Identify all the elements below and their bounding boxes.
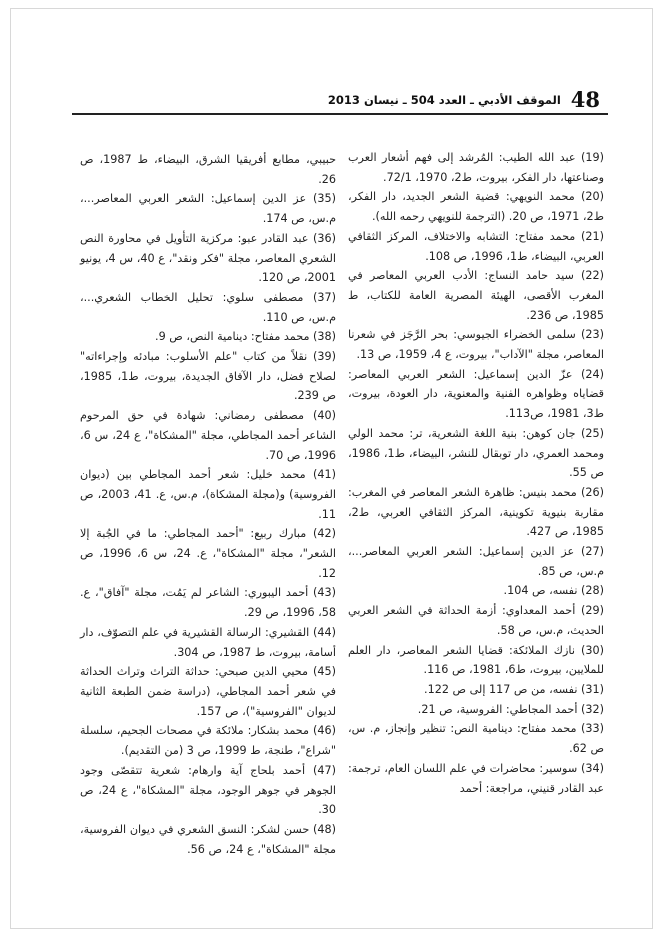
footnote-46: (46) محمد بشكار: ملائكة في مصحات الجحيم، سلسلة "شراع"، طنجة، ط 1999، ص 3 (من التقديم). xyxy=(80,724,336,758)
footnote-33: (33) محمد مفتاح: دينامية النص: تنظير وإنجاز، م. س، ص 62. xyxy=(348,722,604,756)
footnote-44: (44) القشيري: الرسالة القشيرية في علم التصوّف، دار أسامة، بيروت، ط 1987، ص 304. xyxy=(80,625,336,659)
footnote-31: (31) نفسه، من ص 117 إلى ص 122. xyxy=(424,682,604,696)
footnote-22: (22) سيد حامد النساج: الأدب العربي المعاصر في المغرب الأقصى، الهيئة المصرية العامة للكتاب، ط 1985، ص 236. xyxy=(348,269,604,322)
footnote-43: (43) أحمد اليبوري: الشاعر لم يَمُت، مجلة "آفاق"، ع. 58، 1996، ص 29. xyxy=(80,586,336,620)
footnotes-left-column xyxy=(80,150,336,859)
footnote-30: (30) نازك الملائكة: قضايا الشعر المعاصر، دار العلم للملايين، بيروت، ط6، 1981، ص 116. xyxy=(348,643,604,677)
footnote-21: (21) محمد مفتاح: التشابه والاختلاف، المركز الثقافي العربي، البيضاء، ط1، 1996، ص 108. xyxy=(348,229,604,263)
running-header xyxy=(327,80,600,112)
footnote-26: (26) محمد بنيس: ظاهرة الشعر المعاصر في المغرب: مقاربة بنيوية تكوينية، المركز الثقافي العربي، ط2، 1985، ص 427. xyxy=(348,485,604,539)
footnote-47: (47) أحمد بلحاج آية وارهام: شعرية تتقصّى وجود الجوهر في جوهر الوجود، مجلة "المشكاة"، ع 24، ص 30. xyxy=(80,763,336,817)
footnote-29: (29) أحمد المعداوي: أزمة الحداثة في الشعر العربي الحديث، م.س، ص 58. xyxy=(348,604,604,637)
footnote-20: (20) محمد النويهي: قضية الشعر الجديد، دار الفكر، ط2، 1971، ص 20. (الترجمة للنويهي رحمه الله). xyxy=(348,190,604,224)
footnote-41: (41) محمد خليل: شعر أحمد المجاطي بين (ديوان الفروسية) و(مجلة المشكاة)، م.س، ع. 41، 2003، ص 11. xyxy=(80,468,337,521)
footnote-37: (37) مصطفى سلوي: تحليل الخطاب الشعري...، م.س، ص 110. xyxy=(80,290,336,324)
journal-title: الموقف الأدبي ـ العدد 504 ـ نيسان 2013 xyxy=(327,93,561,108)
footnote-48: (48) حسن لشكر: النسق الشعري في ديوان الفروسية، مجلة "المشكاة"، ع 24، ص 56. xyxy=(80,822,336,856)
footnotes-right-column xyxy=(348,148,604,798)
footnote-42: (42) مبارك ربيع: "أحمد المجاطي: ما في الجُبة إلا الشعر"، مجلة "المشكاة"، ع. 24، س 6، 1996، ص 12. xyxy=(80,527,337,580)
footnote-25: (25) جان كوهن: بنية اللغة الشعرية، تر: محمد الولي ومحمد العمري، دار توبقال للنشر، البيضاء، ط1، 1986، ص 55. xyxy=(348,426,604,480)
footnote-35: (35) عز الدين إسماعيل: الشعر العربي المعاصر...، م.س، ص 174. xyxy=(80,192,336,226)
footnote-38: (38) محمد مفتاح: دينامية النص، ص 9. xyxy=(155,330,336,344)
footnote-28: (28) نفسه، ص 104. xyxy=(503,584,604,598)
footnote-39: (39) نقلاً من كتاب "علم الأسلوب: مبادئه وإجراءاته" لصلاح فضل، دار الآفاق الجديدة، بيروت، ط1، 1985، ص 239. xyxy=(80,350,336,403)
footnote-24: (24) عزّ الدين إسماعيل: الشعر العربي المعاصر: قضاياه وظواهره الفنية والمعنوية، دار العودة، بيروت، ط3، 1981، ص113. xyxy=(348,367,604,421)
footnote-27: (27) عز الدين إسماعيل: الشعر العربي المعاصر...، م.س، ص 85. xyxy=(348,545,604,578)
footnote-34-continuation: حبيبي، مطابع أفريقيا الشرق، البيضاء، ط 1987، ص 26. xyxy=(80,153,336,186)
footnote-34: (34) سوسير: محاضرات في علم اللسان العام، ترجمة: عبد القادر قنيني، مراجعة: أحمد xyxy=(348,761,604,795)
footnote-40: (40) مصطفى رمضاني: شهادة في حق المرحوم الشاعر أحمد المجاطي، مجلة "المشكاة"، ع 24، س 6، 1996، ص 70. xyxy=(80,409,336,462)
footnote-32: (32) أحمد المجاطي: الفروسية، ص 21. xyxy=(417,702,604,716)
footnote-45: (45) محيي الدين صبحي: حداثة التراث وتراث الحداثة في شعر أحمد المجاطي، (دراسة ضمن الطبعة الثانية لديوان "الفروسية")، ص 157. xyxy=(80,665,336,718)
page-number: 48 xyxy=(570,87,600,112)
footnote-23: (23) سلمى الخضراء الجيوسي: بحر الرَّجَز في شعرنا المعاصر، مجلة "الآداب"، بيروت، ع 4، 1959، ص 13. xyxy=(348,328,604,362)
footnote-36: (36) عبد القادر عبو: مركزية التأويل في محاورة النص الشعري المعاصر، مجلة "فكر ونقد"، ع 40، س 4، يونيو 2001، ص 120. xyxy=(80,231,336,285)
header-rule xyxy=(72,113,608,115)
footnote-19: (19) عبد الله الطيب: المُرشد إلى فهم أشعار العرب وصناعتها، دار الفكر، بيروت، ط2، 1970، 72/1. xyxy=(348,151,604,184)
